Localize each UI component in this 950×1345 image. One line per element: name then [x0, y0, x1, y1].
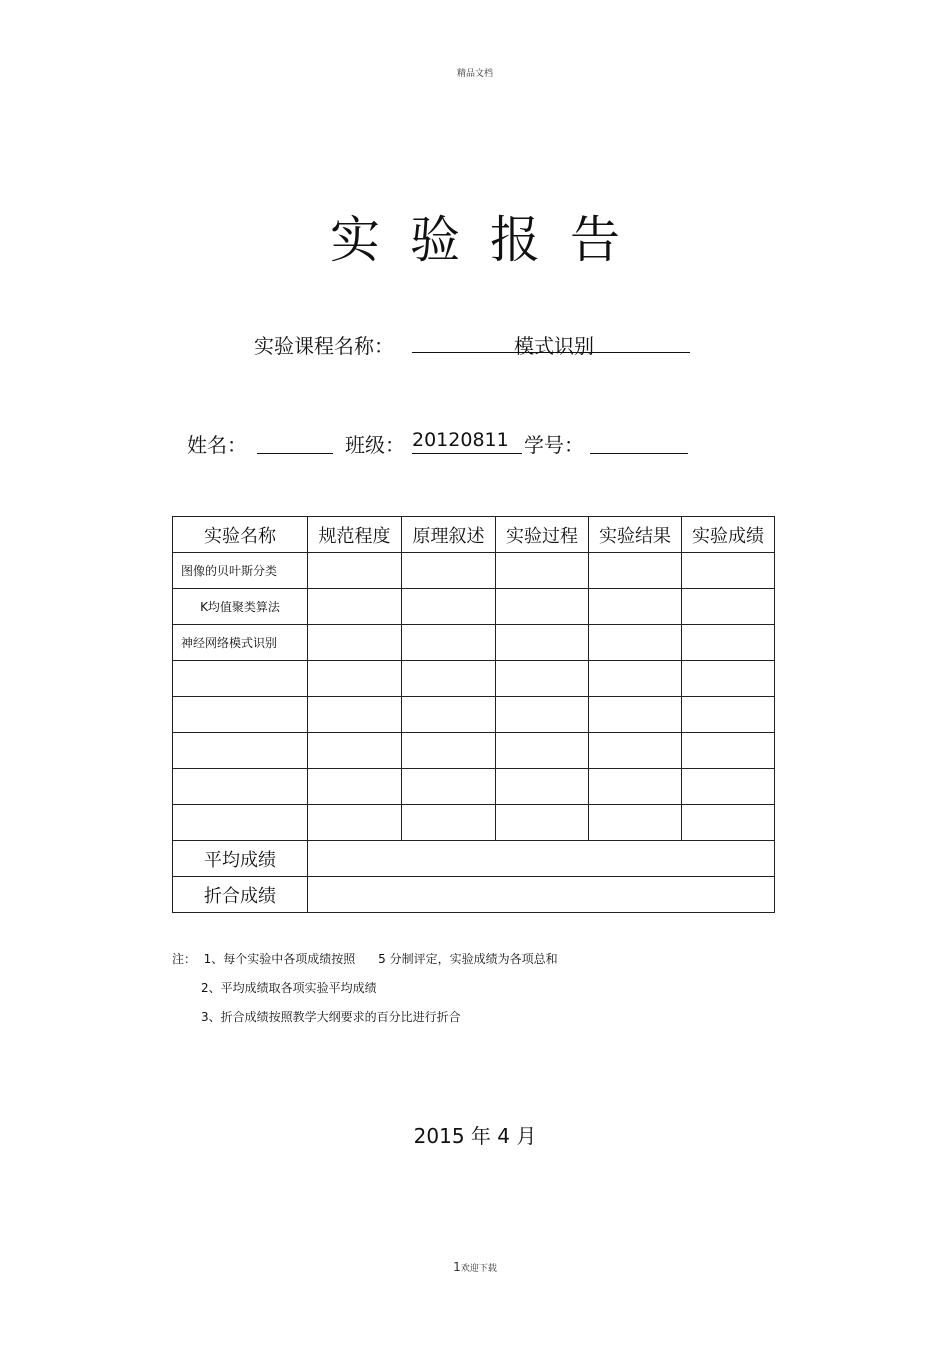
page-footer: [0, 1260, 950, 1274]
converted-score-label: 折合成绩: [173, 877, 308, 913]
score-cell: [402, 805, 496, 841]
course-name-field: [412, 330, 690, 358]
score-cell: [496, 697, 589, 733]
note-item: 2、平均成绩取各项实验平均成绩: [201, 981, 377, 995]
score-cell: [589, 589, 682, 625]
score-cell: [308, 697, 402, 733]
average-score-cell: [308, 841, 775, 877]
score-cell: [496, 661, 589, 697]
student-name-label: 姓名：: [187, 433, 247, 457]
table-header-row: [173, 517, 775, 553]
score-cell: [589, 805, 682, 841]
student-id-label: 学号：: [524, 433, 584, 457]
column-header: 实验过程: [496, 517, 589, 553]
converted-score-row: [173, 877, 775, 913]
score-cell: [682, 661, 775, 697]
score-cell: [682, 625, 775, 661]
experiment-name: K均值聚类算法: [173, 589, 308, 625]
column-header: 原理叙述: [402, 517, 496, 553]
score-cell: [402, 589, 496, 625]
table-row: [173, 733, 775, 769]
score-cell: [589, 769, 682, 805]
report-title: 实验报告: [330, 211, 650, 269]
score-cell: [589, 661, 682, 697]
score-cell: [402, 553, 496, 589]
average-score-row: [173, 841, 775, 877]
score-cell: [308, 733, 402, 769]
grade-table: [172, 516, 775, 913]
experiment-name: [173, 661, 308, 697]
score-cell: [682, 589, 775, 625]
class-label: 班级：: [345, 433, 405, 457]
score-cell: [496, 589, 589, 625]
score-cell: [402, 769, 496, 805]
score-cell: [682, 733, 775, 769]
note-item: 3、折合成绩按照教学大纲要求的百分比进行折合: [201, 1010, 461, 1024]
score-cell: [589, 553, 682, 589]
score-cell: [496, 805, 589, 841]
score-cell: [682, 805, 775, 841]
table-row: [173, 589, 775, 625]
header-note: 精品文档: [456, 69, 493, 79]
table-row: [173, 769, 775, 805]
score-cell: [308, 661, 402, 697]
score-cell: [496, 553, 589, 589]
table-row: [173, 697, 775, 733]
course-name-label: 实验课程名称：: [254, 334, 394, 358]
score-cell: [682, 553, 775, 589]
score-cell: [496, 769, 589, 805]
average-score-label: 平均成绩: [173, 841, 308, 877]
score-cell: [308, 805, 402, 841]
column-header: 实验名称: [173, 517, 308, 553]
score-cell: [496, 733, 589, 769]
page-number: 1: [453, 1260, 461, 1274]
table-row: [173, 805, 775, 841]
score-cell: [589, 625, 682, 661]
converted-score-cell: [308, 877, 775, 913]
score-cell: [308, 625, 402, 661]
experiment-name: [173, 805, 308, 841]
score-cell: [308, 589, 402, 625]
experiment-name: [173, 733, 308, 769]
score-cell: [402, 625, 496, 661]
score-cell: [308, 769, 402, 805]
experiment-name: 图像的贝叶斯分类: [173, 553, 308, 589]
score-cell: [308, 553, 402, 589]
table-row: [173, 661, 775, 697]
score-cell: [402, 733, 496, 769]
score-cell: [589, 733, 682, 769]
table-row: [173, 625, 775, 661]
column-header: 规范程度: [308, 517, 402, 553]
column-header: 实验成绩: [682, 517, 775, 553]
experiment-name: 神经网络模式识别: [173, 625, 308, 661]
note-item: 注： 1、每个实验中各项成绩按照 5 分制评定，实验成绩为各项总和: [172, 952, 558, 966]
experiment-name: [173, 697, 308, 733]
report-date: 2015 年 4 月: [413, 1124, 537, 1148]
student-id-field: [590, 432, 688, 454]
course-name-value: 模式识别: [514, 334, 594, 358]
student-name-field: [257, 432, 333, 454]
score-cell: [589, 697, 682, 733]
score-cell: [682, 697, 775, 733]
column-header: 实验结果: [589, 517, 682, 553]
score-cell: [402, 697, 496, 733]
table-row: [173, 553, 775, 589]
experiment-name: [173, 769, 308, 805]
notes: [172, 945, 558, 1032]
footer-text: 欢迎下载: [460, 1264, 497, 1274]
score-cell: [402, 661, 496, 697]
score-cell: [682, 769, 775, 805]
score-cell: [496, 625, 589, 661]
class-value: 20120811: [412, 429, 522, 454]
